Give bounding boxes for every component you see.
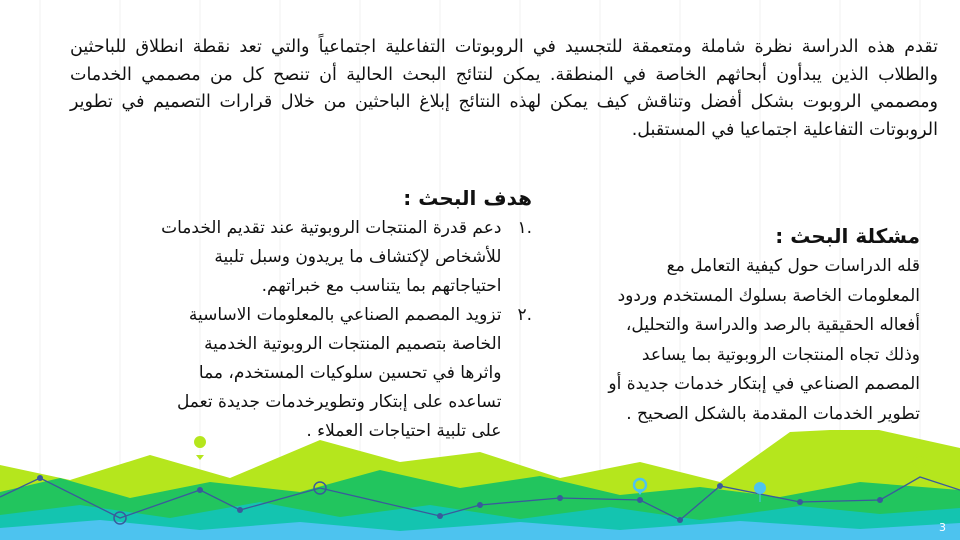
slide-number: 3 <box>939 521 946 534</box>
goal-list-item <box>160 301 532 446</box>
research-problem-section <box>604 222 920 429</box>
goal-item-text: تزويد المصمم الصناعي بالمعلومات الاساسية الخاصة بتصميم المنتجات الروبوتية الخدمية واثرها في تحسين سلوكيات المستخدم، مما تساعده على إبتكار وتطويرخدمات جديدة تعمل على تلبية احتياجات العملاء . <box>176 305 502 441</box>
research-goal-section <box>160 184 532 446</box>
goal-list-item <box>160 214 532 301</box>
goal-item-text: دعم قدرة المنتجات الروبوتية عند تقديم الخدمات للأشخاص لإكتشاف ما يريدون وسبل تلبية احتياجاتهم بما يتناسب مع خبراتهم. <box>161 218 502 296</box>
goal-item-number: .٢ <box>517 305 532 325</box>
decorative-footer <box>0 430 960 540</box>
lime-pin-icon <box>194 436 206 460</box>
research-problem-heading: مشكلة البحث : <box>775 224 920 248</box>
research-goal-list <box>160 214 532 446</box>
goal-item-number: .١ <box>517 218 532 238</box>
research-goal-heading: هدف البحث : <box>403 186 532 210</box>
intro-paragraph: تقدم هذه الدراسة نظرة شاملة ومتعمقة للتجسيد في الروبوتات التفاعلية اجتماعياً والتي تعد نقطة انطلاق للباحثين والطلاب الذين يبدأون أبحاثهم الخاصة في المنطقة. يمكن لنتائج البحث الحالية أن تنصح كل من مصممي الخدمات ومصممي الروبوت بشكل أفضل وتناقش كيف يمكن لهذه النتائج إبلاغ الباحثين من خلال قرارات التصميم في تطوير الروبوتات التفاعلية اجتماعيا في المستقبل. <box>70 37 938 140</box>
research-problem-text: قله الدراسات حول كيفية التعامل مع المعلومات الخاصة بسلوك المستخدم وردود أفعاله الحقيقية بالرصد والدراسة والتحليل، وذلك تجاه المنتجات الروبوتية بما يساعد المصمم الصناعي في إبتكار خدمات جديدة أو تطوير الخدمات المقدمة بالشكل الصحيح . <box>608 256 920 424</box>
